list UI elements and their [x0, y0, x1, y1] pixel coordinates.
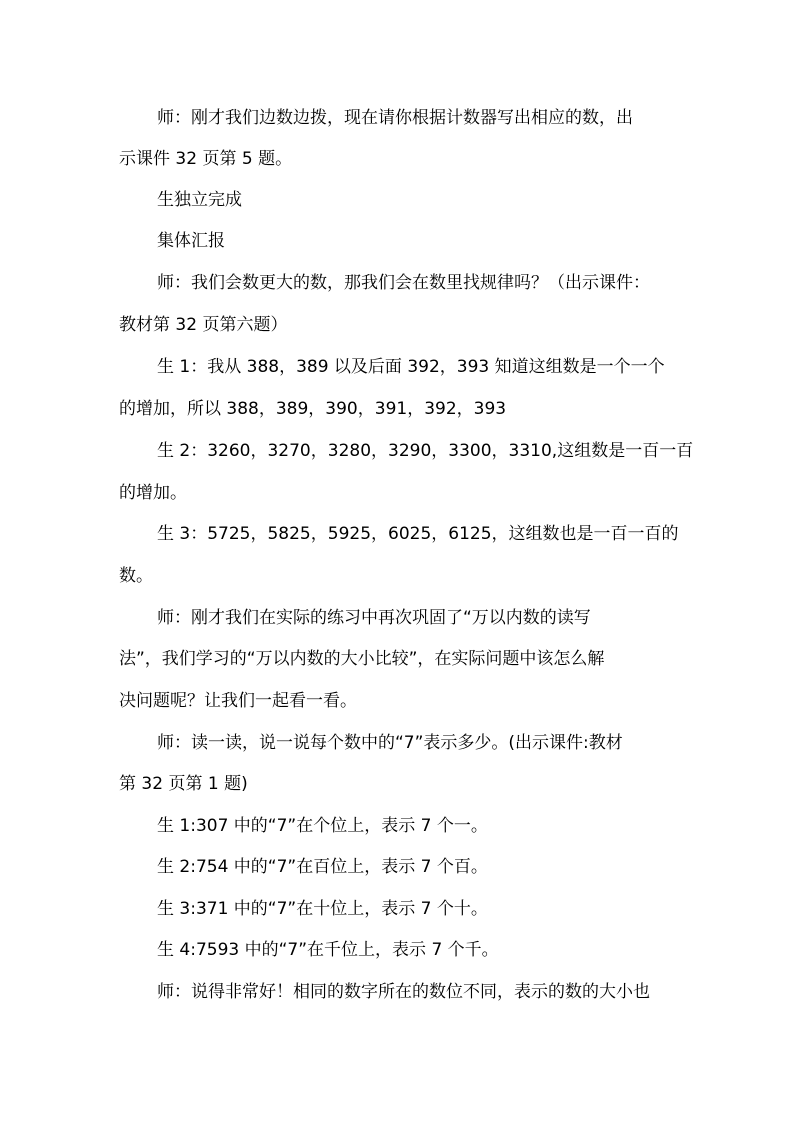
paragraph-line: 生 3:371 中的“7”在十位上，表示 7 个十。	[157, 899, 488, 919]
paragraph-line: 法”，我们学习的“万以内数的大小比较”，在实际问题中该怎么解	[119, 649, 605, 669]
paragraph-line: 生 2:754 中的“7”在百位上，表示 7 个百。	[157, 857, 488, 877]
paragraph-line: 数。	[119, 566, 153, 586]
paragraph-line: 的增加。	[119, 483, 187, 503]
paragraph-line: 师：读一读，说一说每个数中的“7”表示多少。(出示课件:教材	[157, 733, 623, 753]
paragraph-line: 生 1:307 中的“7”在个位上，表示 7 个一。	[157, 816, 488, 836]
paragraph-line: 第 32 页第 1 题)	[119, 774, 248, 794]
paragraph-line: 生 1：我从 388，389 以及后面 392，393 知道这组数是一个一个	[157, 357, 665, 377]
paragraph-line: 决问题呢？让我们一起看一看。	[119, 691, 357, 711]
paragraph-line: 师：刚才我们边数边拨，现在请你根据计数器写出相应的数，出	[157, 108, 633, 128]
paragraph-line: 集体汇报	[157, 231, 225, 251]
paragraph-line: 生 3：5725，5825，5925，6025，6125，这组数也是一百一百的	[157, 524, 679, 544]
paragraph-line: 的增加，所以 388，389，390，391，392，393	[119, 399, 507, 419]
paragraph-line: 示课件 32 页第 5 题。	[119, 149, 293, 169]
paragraph-line: 师：刚才我们在实际的练习中再次巩固了“万以内数的读写	[157, 608, 591, 628]
paragraph-line: 生 4:7593 中的“7”在千位上，表示 7 个千。	[157, 940, 499, 960]
paragraph-line: 教材第 32 页第六题）	[119, 315, 288, 335]
paragraph-line: 生独立完成	[157, 190, 242, 210]
paragraph-line: 生 2：3260，3270，3280，3290，3300，3310,这组数是一百一百	[157, 441, 694, 461]
paragraph-line: 师：我们会数更大的数，那我们会在数里找规律吗？（出示课件：	[157, 273, 650, 293]
paragraph-line: 师：说得非常好！相同的数字所在的数位不同，表示的数的大小也	[157, 982, 650, 1002]
